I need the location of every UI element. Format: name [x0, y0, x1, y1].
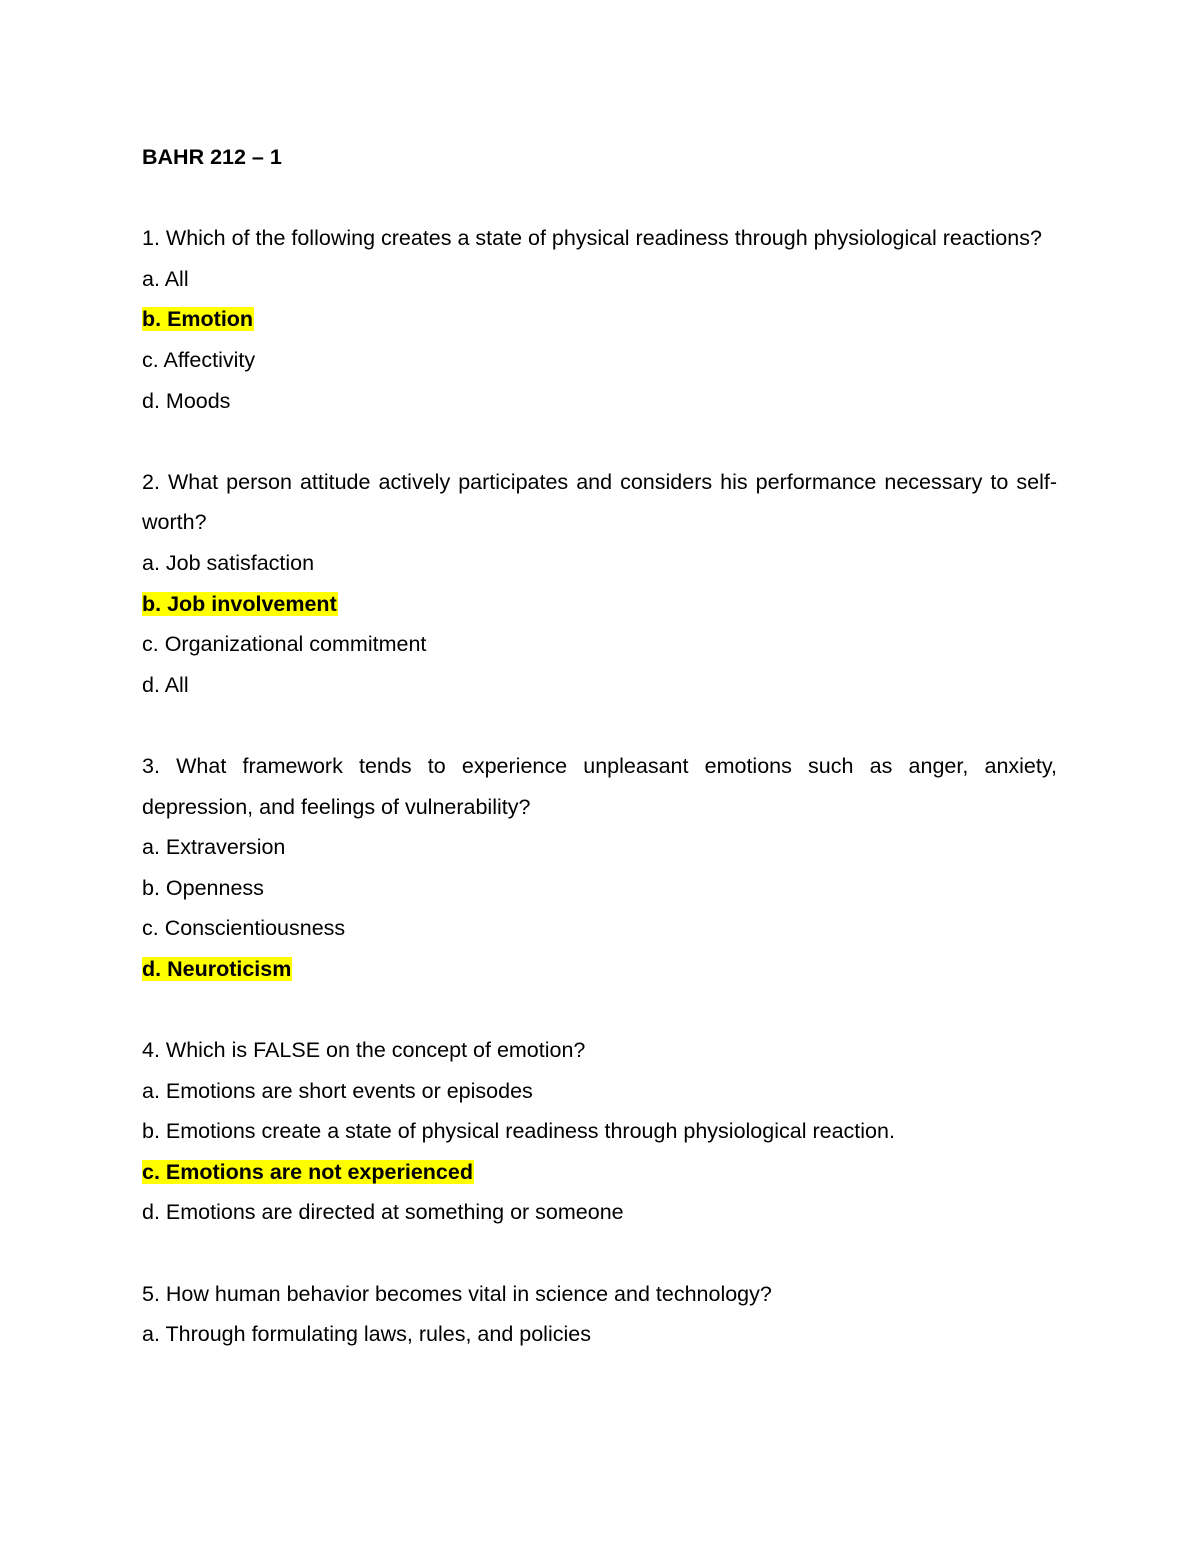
option — [142, 624, 1057, 665]
option-label: b. Emotions create a state of physical readiness through physiological reaction. — [142, 1119, 895, 1144]
option-label: a. All — [142, 266, 189, 291]
option — [142, 868, 1057, 909]
highlighted-answer-label: b. Job involvement — [142, 591, 337, 616]
option — [142, 1192, 1057, 1233]
option — [142, 908, 1057, 949]
option — [142, 1071, 1057, 1112]
option — [142, 665, 1057, 706]
question-text: 4. Which is FALSE on the concept of emotion? — [142, 1038, 586, 1063]
answer-option — [142, 299, 1057, 340]
spacer — [142, 989, 1057, 1030]
option — [142, 1111, 1057, 1152]
option — [142, 259, 1057, 300]
answer-option — [142, 1152, 1057, 1193]
highlighted-answer-label: b. Emotion — [142, 307, 254, 332]
option — [142, 543, 1057, 584]
option — [142, 340, 1057, 381]
option-label: d. Emotions are directed at something or someone — [142, 1200, 624, 1225]
spacer — [142, 178, 1057, 219]
question-3 — [142, 746, 1057, 990]
option — [142, 827, 1057, 868]
option-label: a. Through formulating laws, rules, and policies — [142, 1322, 591, 1347]
option-label: d. All — [142, 672, 189, 697]
question-text: 3. What framework tends to experience unpleasant emotions such as anger, anxiety, depression, and feelings of vulnerability? — [142, 753, 1057, 819]
answer-option — [142, 584, 1057, 625]
option-label: a. Emotions are short events or episodes — [142, 1078, 533, 1103]
option-label: a. Job satisfaction — [142, 550, 315, 575]
highlighted-answer-label: c. Emotions are not experienced — [142, 1159, 473, 1184]
option-label: a. Extraversion — [142, 835, 286, 860]
option-label: c. Organizational commitment — [142, 632, 427, 657]
question-text: 2. What person attitude actively participates and considers his performance necessary to self-worth? — [142, 469, 1057, 535]
highlighted-answer-label: d. Neuroticism — [142, 956, 292, 981]
question-2 — [142, 462, 1057, 706]
option — [142, 1314, 1057, 1355]
option — [142, 381, 1057, 422]
option-label: c. Affectivity — [142, 347, 256, 372]
question-text: 1. Which of the following creates a state of physical readiness through physiological reactions? — [142, 226, 1042, 251]
spacer — [142, 1233, 1057, 1274]
spacer — [142, 705, 1057, 746]
question-list — [142, 218, 1057, 1355]
document-title: BAHR 212 – 1 — [142, 145, 282, 169]
option-label: d. Moods — [142, 388, 231, 413]
question-4 — [142, 1030, 1057, 1233]
spacer — [142, 421, 1057, 462]
question-5 — [142, 1274, 1057, 1355]
document-content — [142, 137, 1057, 1355]
answer-option — [142, 949, 1057, 990]
option-label: c. Conscientiousness — [142, 916, 346, 941]
option-label: b. Openness — [142, 875, 264, 900]
question-text: 5. How human behavior becomes vital in science and technology? — [142, 1281, 772, 1306]
question-1 — [142, 218, 1057, 421]
